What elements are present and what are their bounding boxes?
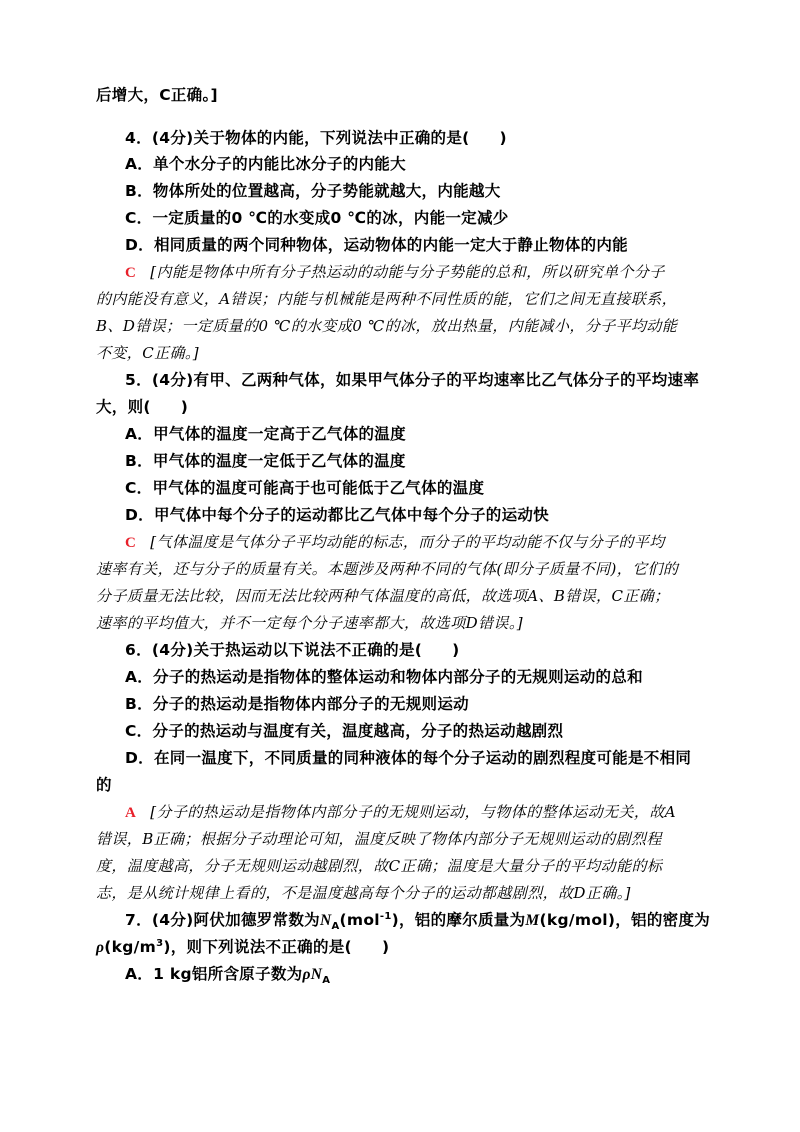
question-4-stem: 4．(4分)关于物体的内能，下列说法中正确的是( ): [125, 129, 507, 147]
q4-explanation-line: C [内能是物体中所有分子热运动的动能与分子势能的总和，所以研究单个分子: [125, 263, 665, 281]
question-6-stem: 6．(4分)关于热运动以下说法不正确的是( ): [125, 641, 460, 659]
q5-explanation-line: 分子质量无法比较，因而无法比较两种气体温度的高低，故选项A、B错误，C正确；: [96, 587, 670, 605]
q5-answer: C: [125, 535, 137, 551]
q5-option-a: A．甲气体的温度一定高于乙气体的温度: [125, 425, 406, 443]
q6-option-d-continued: 的: [96, 776, 112, 794]
q4-explanation-line: B、D错误；一定质量的0 ℃的水变成0 ℃的冰，放出热量，内能减小，分子平均动能: [96, 317, 678, 335]
q5-option-c: C．甲气体的温度可能高于也可能低于乙气体的温度: [125, 479, 485, 497]
q6-option-a: A．分子的热运动是指物体的整体运动和物体内部分子的无规则运动的总和: [125, 668, 643, 686]
question-5-stem: 大，则( ): [96, 398, 189, 416]
q6-option-c: C．分子的热运动与温度有关，温度越高，分子的热运动越剧烈: [125, 722, 564, 740]
q6-option-d: D．在同一温度下，不同质量的同种液体的每个分子运动的剧烈程度可能是不相同: [125, 749, 692, 767]
question-5-stem: 5．(4分)有甲、乙两种气体，如果甲气体分子的平均速率比乙气体分子的平均速率: [125, 371, 700, 389]
q5-explanation-line: 速率的平均值大，并不一定每个分子速率都大，故选项D错误。]: [96, 614, 523, 632]
question-7-stem: 7．(4分)阿伏加德罗常数为$N_A(mol^{-1})$，铝的摩尔质量为M(kg/mol)，铝的密度为: [125, 910, 711, 933]
q4-option-d: D．相同质量的两个同种物体，运动物体的内能一定大于静止物体的内能: [125, 236, 628, 254]
q6-option-b: B．分子的热运动是指物体内部分子的无规则运动: [125, 695, 469, 713]
q5-explanation-line: 速率有关，还与分子的质量有关。本题涉及两种不同的气体(即分子质量不同)，它们的: [96, 560, 679, 578]
q4-option-b: B．物体所处的位置越高，分子势能就越大，内能越大: [125, 182, 501, 200]
q4-option-c: C．一定质量的0 ℃的水变成0 ℃的冰，内能一定减少: [125, 209, 509, 227]
q7-option-a: A．1 kg铝所含原子数为$\rho N_A$: [125, 965, 331, 987]
q6-explanation-line: 错误，B正确；根据分子动理论可知，温度反映了物体内部分子无规则运动的剧烈程: [96, 830, 662, 848]
q3-explanation-tail: 后增大，C正确。]: [96, 86, 218, 104]
q4-explanation-line: 不变，C正确。]: [96, 344, 200, 362]
q4-explanation-line: 的内能没有意义，A错误；内能与机械能是两种不同性质的能，它们之间无直接联系，: [96, 290, 678, 308]
q6-explanation-line: 度，温度越高，分子无规则运动越剧烈，故C正确；温度是大量分子的平均动能的标: [96, 857, 663, 875]
q5-option-d: D．甲气体中每个分子的运动都比乙气体中每个分子的运动快: [125, 506, 549, 524]
question-7-stem: $\rho(kg/m^3)$，则下列说法不正确的是( ): [96, 937, 390, 956]
q4-option-a: A．单个水分子的内能比冰分子的内能大: [125, 155, 406, 173]
q5-option-b: B．甲气体的温度一定低于乙气体的温度: [125, 452, 406, 470]
q4-answer: C: [125, 265, 137, 281]
q5-explanation-line: C [气体温度是气体分子平均动能的标志，而分子的平均动能不仅与分子的平均: [125, 533, 665, 551]
q6-explanation-line: A [分子的热运动是指物体内部分子的无规则运动，与物体的整体运动无关，故A: [125, 803, 676, 821]
q6-answer: A: [125, 805, 137, 821]
q6-explanation-line: 志，是从统计规律上看的，不是温度越高每个分子的运动都越剧烈，故D正确。]: [96, 884, 631, 902]
